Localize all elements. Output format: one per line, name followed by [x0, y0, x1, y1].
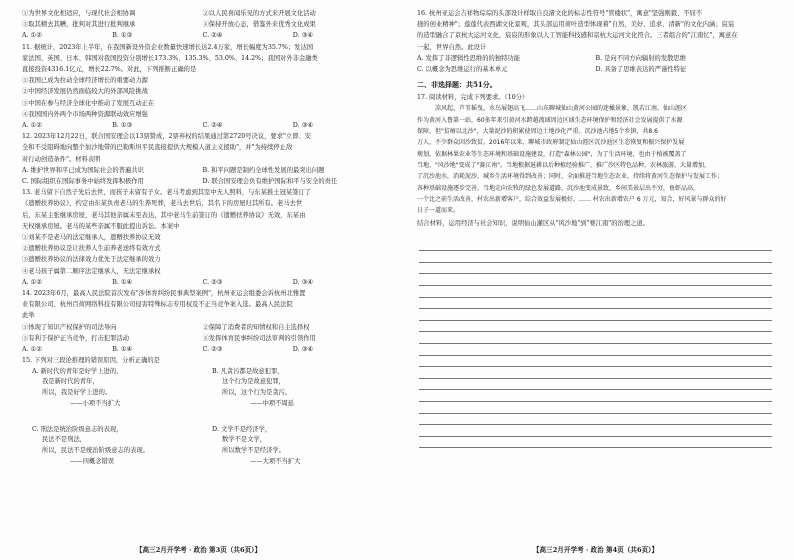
answer-line[interactable] — [419, 240, 772, 252]
answer-area — [417, 240, 774, 449]
choice-d: D. ③④ — [292, 278, 313, 286]
material-line: 作为黄河入鲁第一站，60多年来引黄河水跨越流域周边区域生态环境保护和经济社会发展提供了水源 — [417, 116, 683, 124]
q13-stem-line: 《遗赠扶养协议》，约定由东某负责老马的生养死葬，老马去世后，其名下的房屋归其所有。老马去世 — [22, 200, 303, 208]
answer-line[interactable] — [419, 437, 772, 449]
q16-options-row2 — [417, 64, 774, 75]
q16-option-a: A. 发挥了非逻辑性思维的的独特功能 — [417, 54, 521, 62]
page-footer-right: 【高三2月开学考 · 政治 第4页（共6页）】 — [532, 546, 659, 554]
q10-options-row1 — [22, 8, 383, 19]
q15-b-minor: 这个行为是故意犯罪， — [222, 378, 285, 386]
q15-syllogism-options — [22, 367, 383, 491]
answer-line[interactable] — [419, 332, 772, 344]
answer-line[interactable] — [419, 367, 772, 379]
q13-option: ①刘某不是老马的法定继承人，遗赠扶养协议无效 — [22, 234, 161, 242]
material-line: 凉风起，芦苇摇曳，水鸟展翅高飞……山东聊城仙山黄河公园的迷橄景象，凯若江南。仙山涯区 — [435, 105, 688, 113]
answer-line[interactable] — [419, 263, 772, 275]
q16-option-d: D. 具备了思维表达的严谨性特征 — [595, 66, 687, 74]
material-line: 规划，依据林果农业等生态环境和基础设施建设，打造"森林公园"，为了生活环境，也由于植被覆盖了 — [417, 150, 687, 158]
q15-d-minor: 数学不是文学， — [222, 436, 267, 444]
q10-option-2: ②以人民喜闻乐见的方式来开展文化活动 — [202, 10, 316, 17]
q15-c-conclusion: 所以，民法不是统治阶级意志的表现。 — [42, 447, 150, 455]
answer-line[interactable] — [419, 402, 772, 414]
q15-a-minor: 我是新时代的青年， — [42, 378, 99, 386]
q13-stem-line: 无权继承房屋。老马的某些亲属不服此提出诉讼。本案中 — [22, 222, 180, 230]
q13-stem-line: 后，东某主张继承房屋，老马其他亲属未至表达，其中老马生前签订的《遗赠扶养协议》无效，东某由 — [22, 211, 306, 219]
q10-option-3: ③取其精去其糟，批判对其进行批判继承 — [22, 21, 136, 29]
q15-c-minor: 民法不是刑法， — [42, 436, 87, 444]
answer-line[interactable] — [419, 356, 772, 368]
answer-line[interactable] — [419, 251, 772, 263]
q12-stem-line: 全和不受阻碍地向整个加沙地带的巴勒斯坦平民直接提供大规模人道主义援助"，并"为持续停止敌 — [22, 144, 293, 152]
q15-option-c — [32, 425, 182, 468]
q14-option-2: ②保障了消费者的知情权和自主选择权 — [202, 323, 310, 331]
q14-stem-line: 业有限公司、杭州百荷网络科技有限公司侵害特殊标志专用权及不正当竞争案入选。最高人民法院 — [22, 301, 293, 309]
section-heading: 二、非选择题：共51分。 — [417, 80, 497, 90]
q13-option: ③遗赠扶养协议的法律效力优先于法定继承的效力 — [22, 256, 161, 264]
q15-c-reason: ——四概念错误 — [70, 457, 115, 465]
q14-option-1: ①体现了知识产权保护的司法导向 — [22, 323, 117, 331]
q17-stem: 17. 阅读材料，完成下列要求。（10分） — [417, 94, 529, 102]
q15-a-conclusion: 所以，我是好学上进的。 — [42, 389, 112, 397]
q14-stem-line: 14. 2023年6月，最高人民法院首次发布"涉体育纠纷民事典型案例"，杭州亚运会组委会诉杭州北雅置 — [22, 290, 306, 298]
choice-a: A. ①② — [22, 278, 42, 286]
q12-option-b: B. 和平问题是制约全球性发展的最突出问题 — [202, 166, 325, 174]
q15-a-major: A. 新时代的青年是好学上进的， — [32, 367, 123, 375]
choice-b: B. ①④ — [112, 278, 133, 286]
answer-line[interactable] — [419, 344, 772, 356]
q12-stem-line: 12. 2023年12月22日，联合国安理会以13票赞成，2票弃权的结果通过第2720号决议，要求"立即、安 — [22, 133, 312, 141]
answer-line[interactable] — [419, 309, 772, 321]
q11-stem-line: 家法国、英国、日本、韩国对我国投资分别增长173.3%、135.3%、53.0%、14.2%；我国对外非金融类 — [22, 54, 318, 62]
choice-c: C. ②③ — [202, 278, 223, 286]
q16-option-c: C. 以概念为思维运行的基本单元 — [417, 66, 508, 74]
q17-task: 结合材料，运用经济与社会知识，说明仙山灌区从"风沙地"到"赛江南"的治理之道。 — [417, 220, 649, 228]
q14-option-3: ③有利于保护正当竞争，打击犯罪活动 — [22, 334, 130, 342]
choice-d: D. ③④ — [292, 122, 313, 130]
q16-option-b: B. 是向不同方向辐射的发散思维 — [595, 54, 686, 62]
q15-stem: 15. 下列对三段论推理的错误原因，分析正确的是 — [22, 357, 160, 365]
q16-options-row1 — [417, 53, 774, 64]
answer-line[interactable] — [419, 286, 772, 298]
q17-material — [417, 103, 774, 216]
choice-a: A. ①② — [22, 122, 42, 130]
q13-stem-line: 13. 老马留下自然子先后去世，而孩子未留有子女。老马考虑到其室中无人照料，与东某推土冠某签订了 — [22, 189, 312, 197]
material-line: 当地，"风沙地"变成了"赛江南"。当地根据退耕以后种植经验推广，推广沙区特色品种，农林旅游，大量增加， — [417, 161, 711, 169]
q15-d-reason: ——大项不当扩大 — [250, 457, 301, 465]
answer-line[interactable] — [419, 321, 772, 333]
answer-line[interactable] — [419, 274, 772, 286]
choice-c: C. ②④ — [202, 122, 223, 130]
choice-a: A. ①② — [22, 346, 42, 354]
q15-b-reason: ——中项不周延 — [250, 399, 295, 407]
q14-option-4: ④发挥体育民事纠纷司法审判的引领作用 — [202, 334, 316, 342]
answer-line[interactable] — [419, 379, 772, 391]
q15-option-a — [32, 367, 182, 410]
material-line: 万人，不少群众因沙致贫。2016年以来，聊城市政府制定仙山涯区沉沙池区生态恢复和振兴保护发展 — [417, 139, 685, 147]
choice-c: C. ②④ — [202, 32, 223, 40]
choice-a: A. ①② — [22, 32, 42, 40]
q11-choices — [22, 120, 383, 131]
q14-options-row1 — [22, 322, 383, 333]
q11-option: ②中国经济发展仍然面临较大的外部风险挑战 — [22, 88, 148, 96]
q10-options-row2 — [22, 19, 383, 30]
choice-c: C. ②③ — [202, 346, 223, 354]
q15-d-conclusion: 所以数学不是经济学。 — [222, 447, 285, 455]
q11-option: ①我国已成为拉动全球经济增长的重要动力源 — [22, 77, 148, 85]
q14-stem-line: 此举 — [22, 312, 35, 320]
page-footer-left: 【高三2月开学考 · 政治 第3页（共6页）】 — [135, 546, 262, 554]
q12-option-a: A. 维护世界和平已成为国际社会的普遍共识 — [22, 166, 144, 174]
q14-options-row2 — [22, 333, 383, 344]
answer-line[interactable] — [419, 414, 772, 426]
q10-option-1: ①为世界文化相适应，与现代社会相协调 — [22, 10, 136, 17]
q12-stem-line: 对行动创造条件"。材料表明 — [22, 155, 101, 163]
q15-d-major: D. 文学不是经济学， — [212, 425, 272, 433]
material-line: 各种基础设施逐步完善，当地走向农牧的绿色发展道路，沉沙池变成景致，乡间美景层出不穷，鱼虾品高， — [417, 184, 700, 192]
material-line: 一个比之前生活改善，村农出新增客户，综合效益发展极好。…… 村农出新增农户 6 万元，知合，好风景与群众的好 — [417, 195, 727, 203]
choice-d: D. ③④ — [292, 32, 313, 40]
choice-b: B. ①④ — [112, 346, 133, 354]
q13-choices — [22, 277, 383, 288]
material-line: 了沉沙池水，消耗泥沙，城乡生活环境得到改善；同时，全面推进当地生态农业，持续将黄河生态保护与发展工作； — [417, 173, 724, 181]
choice-d: D. ③④ — [292, 346, 313, 354]
choice-b: B. ①③ — [112, 122, 133, 130]
q16-stem-line: 一起，世界自然。此设计 — [417, 43, 487, 51]
q11-stem-line: 11. 据统计，2023年上半年，在我国新设外资企业数量快速增长达2.4万家，增长幅度为35.7%；发达国 — [22, 43, 314, 51]
answer-line[interactable] — [419, 298, 772, 310]
q11-option: ③中国在参与经济全球化中推动了发展互动正在 — [22, 99, 155, 107]
answer-line[interactable] — [419, 425, 772, 437]
q12-options-row2 — [22, 176, 383, 187]
q10-choices — [22, 30, 383, 41]
q15-b-major: B. 凡贪污都是故意犯罪， — [212, 367, 284, 375]
q15-option-b — [212, 367, 362, 410]
choice-b: B. ①③ — [112, 32, 133, 40]
q15-c-major: C. 刑法是统治阶级意志的表现， — [32, 425, 123, 433]
q16-stem-line: 挠的创业精神"；莲莲代表西湖文化景观，其头部运用荷叶造型体现着"自然、美好、追求、清新"的文化内涵；宸宸 — [417, 21, 735, 29]
q16-stem-line: 的造型融合了京杭大运河文化，宸宸的形象以人工智能科技感和京杭大运河文化符合。三者组合的"江南忆"，寓意在 — [417, 32, 738, 40]
q16-stem-line: 16. 杭州亚运会吉祥物琮琮的头部设计样取自良渚文化的标志性符号"管楼状"，寓意"坚强刚毅、不屈不 — [417, 10, 703, 17]
answer-line[interactable] — [419, 390, 772, 402]
material-line: 日子一道而来。 — [417, 207, 460, 215]
q15-a-reason: ——小项不当扩大 — [70, 399, 121, 407]
q14-choices — [22, 344, 383, 355]
q15-option-d — [212, 425, 362, 468]
q13-option: ④老马孩子属第二顺序法定继承人，无法定继承权 — [22, 267, 161, 275]
right-page — [397, 0, 794, 560]
q15-b-conclusion: 所以，这个行为是贪污。 — [222, 389, 292, 397]
q11-stem-line: 直接投资4316.1亿元，增长22.7%。对此，下列推断正确的是 — [22, 66, 197, 74]
q12-options-row1 — [22, 165, 383, 176]
q12-option-c: C. 国际组织在国际事务中始终发挥积极作用 — [22, 178, 144, 186]
q12-option-d: D. 联合国安理会负有维护国际和平与安全的责任 — [202, 178, 338, 186]
q11-option: ④我国国内外两个市场两种资源联动效应增强 — [22, 110, 148, 118]
q10-option-4: ④保持开放心态，借鉴外来优秀文化成果 — [202, 21, 316, 29]
q13-option: ②遗赠扶养协议是让扶养人生前养老送终有效方式 — [22, 245, 161, 253]
material-line: 保障，但"贫瘠以北沙"，大量泥沙的积累使周边土地沙化严重。沉沙池占地5个乡镇，共8.6 — [417, 128, 658, 136]
